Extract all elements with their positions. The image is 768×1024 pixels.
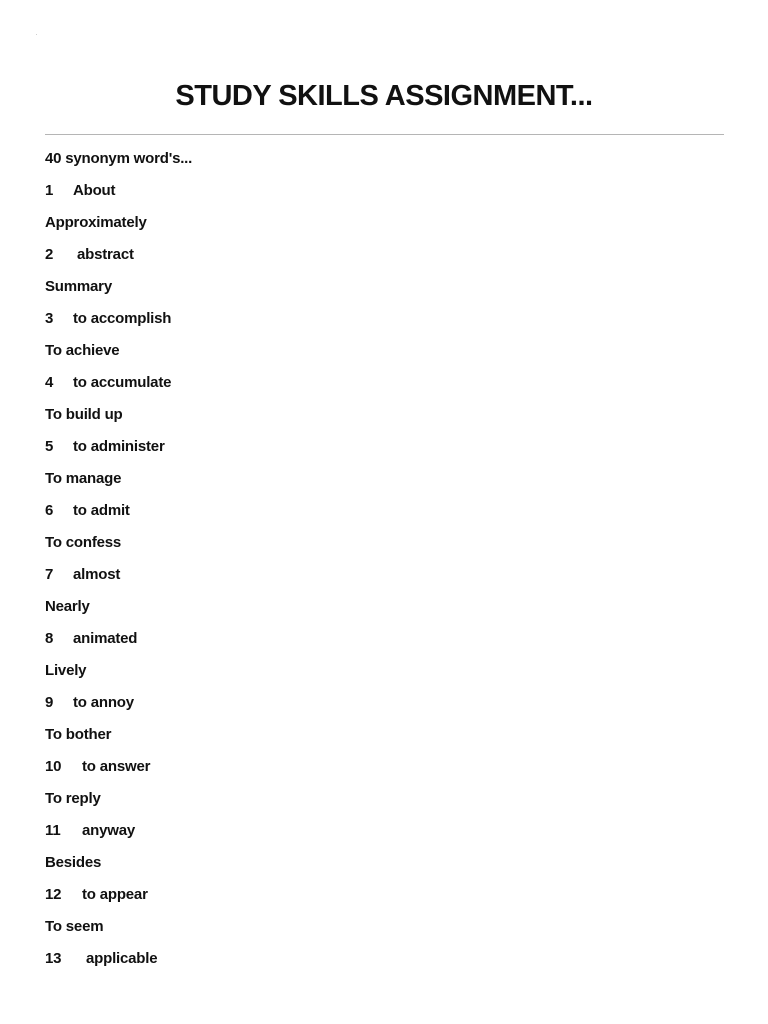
page-title: STUDY SKILLS ASSIGNMENT... — [175, 80, 593, 112]
synonym-line: To bother — [45, 726, 112, 743]
term-number: 10 — [45, 758, 62, 775]
term-number: 7 — [45, 566, 54, 583]
synonym-line: To reply — [45, 790, 101, 807]
term-word: animated — [73, 630, 138, 647]
term-number: 11 — [45, 822, 61, 839]
term-word: applicable — [86, 950, 158, 967]
synonym-line: Summary — [45, 278, 112, 295]
synonym-line: Approximately — [45, 214, 147, 231]
synonym-line: To seem — [45, 918, 104, 935]
term-line — [45, 948, 724, 980]
term-word: to admit — [73, 502, 130, 519]
term-word: to administer — [73, 438, 165, 455]
term-word: abstract — [77, 246, 134, 263]
term-line — [45, 564, 724, 596]
term-number: 3 — [45, 310, 54, 327]
term-line — [45, 692, 724, 724]
term-word: to answer — [82, 758, 151, 775]
term-word: almost — [73, 566, 121, 583]
term-word: anyway — [82, 822, 135, 839]
term-line — [45, 628, 724, 660]
term-line — [45, 436, 724, 468]
term-number: 12 — [45, 886, 62, 903]
synonym-line: Lively — [45, 662, 87, 679]
synonym-list — [45, 180, 724, 980]
term-number: 6 — [45, 502, 54, 519]
synonym-line: Besides — [45, 854, 102, 871]
title-divider — [45, 134, 724, 135]
term-word: to annoy — [73, 694, 134, 711]
intro-line: 40 synonym word's... — [45, 150, 193, 167]
term-number: 4 — [45, 374, 54, 391]
term-number: 2 — [45, 246, 54, 263]
term-word: to accumulate — [73, 374, 172, 391]
term-word: to accomplish — [73, 310, 172, 327]
term-number: 5 — [45, 438, 54, 455]
term-line — [45, 180, 724, 212]
synonym-line: Nearly — [45, 598, 90, 615]
term-number: 1 — [45, 182, 54, 199]
term-line — [45, 500, 724, 532]
term-line — [45, 308, 724, 340]
term-number: 13 — [45, 950, 62, 967]
term-line — [45, 244, 724, 276]
term-word: to appear — [82, 886, 148, 903]
term-number: 8 — [45, 630, 54, 647]
term-line — [45, 756, 724, 788]
synonym-line: To manage — [45, 470, 122, 487]
term-line — [45, 820, 724, 852]
synonym-line: To achieve — [45, 342, 120, 359]
scan-speck — [36, 34, 37, 35]
term-line — [45, 884, 724, 916]
term-number: 9 — [45, 694, 54, 711]
document-body — [45, 148, 724, 980]
synonym-line: To confess — [45, 534, 122, 551]
synonym-line: To build up — [45, 406, 123, 423]
term-line — [45, 372, 724, 404]
term-word: About — [73, 182, 116, 199]
